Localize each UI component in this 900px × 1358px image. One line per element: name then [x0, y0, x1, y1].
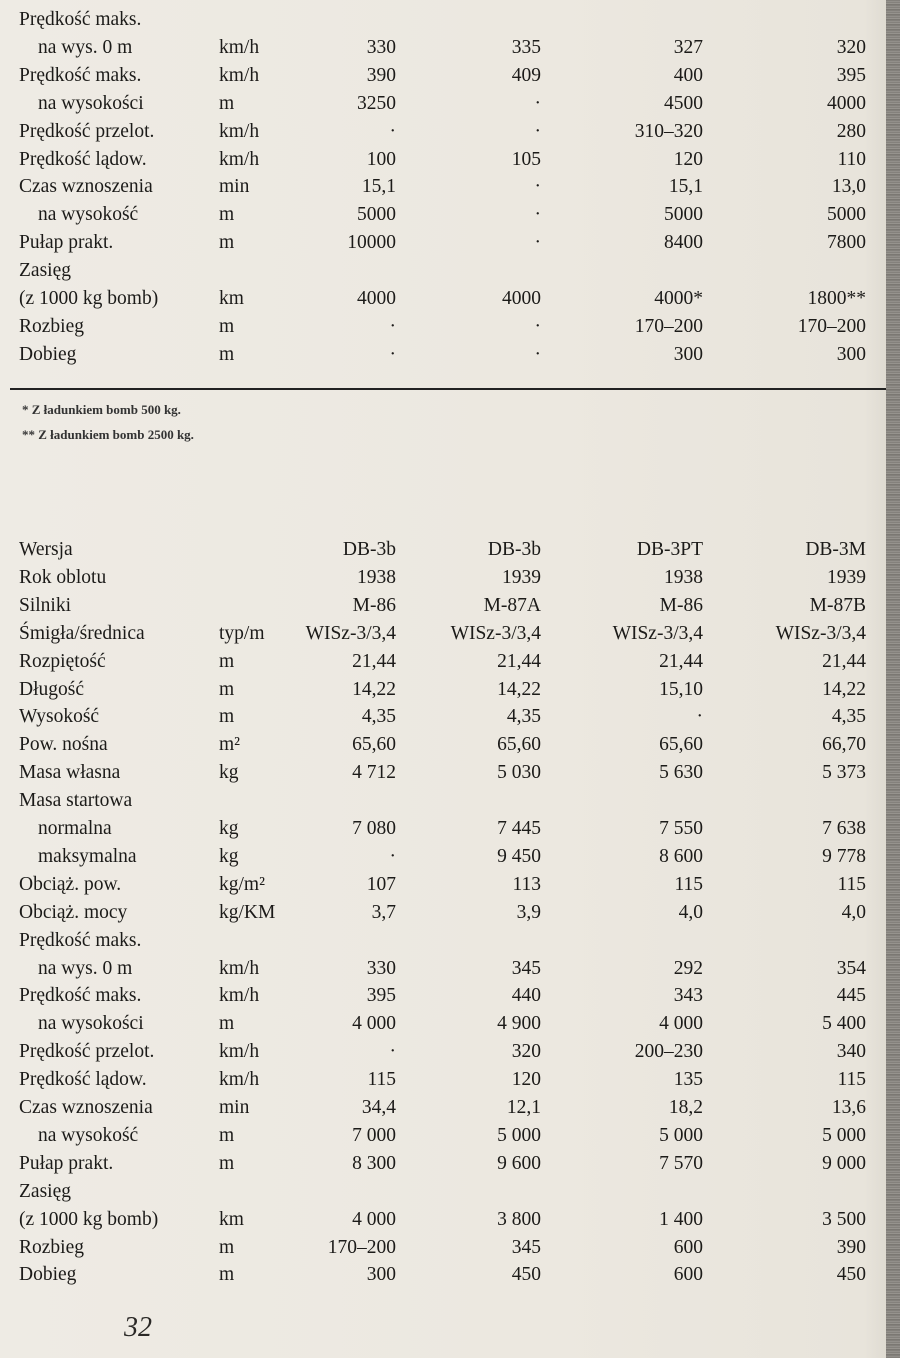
value-cell: 66,70 [822, 734, 866, 756]
value-cell: 3,7 [371, 901, 396, 923]
value-cell: 200–230 [634, 1041, 703, 1063]
row-unit: km/h [219, 148, 260, 170]
table-row [0, 201, 900, 229]
table-row [0, 173, 900, 201]
value-cell: 105 [511, 148, 541, 170]
table-row [0, 955, 900, 983]
value-cell: 4000 [502, 288, 541, 309]
value-cell: 120 [511, 1069, 541, 1091]
row-unit: m [219, 1264, 235, 1286]
value-cell: WISz-3/3,4 [612, 622, 703, 644]
value-cell: 5 000 [659, 1124, 703, 1146]
table-row [0, 34, 900, 62]
row-label: Prędkość maks. [19, 929, 142, 951]
value-cell: 330 [366, 36, 396, 58]
value-cell: 340 [836, 1041, 866, 1063]
value-cell: 5000 [827, 204, 866, 226]
value-cell: 13,6 [831, 1097, 866, 1118]
row-label: Czas wznoszenia [19, 176, 153, 198]
row-unit: km [219, 288, 244, 309]
value-cell: 450 [511, 1264, 541, 1286]
value-cell: 4 000 [352, 1013, 396, 1035]
row-unit: m [219, 204, 235, 226]
row-label: Prędkość maks. [19, 985, 142, 1007]
table-row [0, 536, 900, 564]
value-cell: 9 450 [497, 845, 541, 867]
row-unit: m [219, 678, 235, 700]
table-row [0, 787, 900, 815]
row-unit: kg [219, 818, 239, 839]
table-row [0, 285, 900, 313]
row-label: Zasięg [19, 1180, 71, 1202]
value-cell: · [534, 176, 541, 198]
row-unit: km/h [219, 957, 260, 979]
row-label: Pułap prakt. [19, 1152, 114, 1174]
row-label: na wysokości [38, 92, 144, 114]
row-unit: m [219, 1152, 235, 1174]
value-cell: 4000* [654, 288, 703, 309]
row-unit: km/h [219, 64, 260, 86]
table-row [0, 62, 900, 90]
table-row [0, 1261, 900, 1289]
value-cell: 4,0 [841, 901, 866, 923]
value-cell: 5 000 [497, 1124, 541, 1146]
row-unit: m [219, 1236, 235, 1258]
row-label: Silniki [19, 594, 72, 616]
table-row [0, 815, 900, 843]
row-label: Obciąż. mocy [19, 901, 128, 923]
row-label: Obciąż. pow. [19, 873, 122, 895]
table-row [0, 731, 900, 759]
row-label: Śmigła/średnica [19, 622, 145, 644]
value-cell: 4 000 [659, 1013, 703, 1035]
value-cell: · [534, 343, 541, 365]
row-unit: kg/KM [219, 901, 276, 923]
value-cell: 5 030 [497, 762, 541, 784]
row-unit: m [219, 92, 235, 114]
table-row [0, 899, 900, 927]
row-label: Prędkość maks. [19, 64, 142, 86]
value-cell: 115 [367, 1069, 396, 1091]
row-unit: min [219, 176, 250, 198]
value-cell: WISz-3/3,4 [305, 622, 396, 644]
value-cell: 400 [673, 64, 703, 86]
value-cell: 9 600 [497, 1152, 541, 1174]
value-cell: 440 [511, 985, 541, 1007]
value-cell: 5 373 [822, 762, 866, 784]
table-row [0, 703, 900, 731]
value-cell: DB-3b [342, 539, 396, 560]
value-cell: 292 [673, 957, 703, 979]
table-row [0, 1150, 900, 1178]
value-cell: 300 [836, 343, 866, 365]
row-label: Prędkość lądow. [19, 1069, 147, 1091]
row-label: Prędkość lądow. [19, 148, 147, 170]
value-cell: 120 [673, 148, 703, 170]
value-cell: 4000 [357, 288, 396, 309]
value-cell: 135 [673, 1069, 703, 1091]
page-number: 32 [124, 1312, 152, 1343]
value-cell: 4 000 [352, 1208, 396, 1230]
row-unit: m [219, 315, 235, 337]
value-cell: 8 600 [659, 845, 703, 867]
row-label: Pow. nośna [19, 734, 108, 756]
table-row [0, 927, 900, 955]
value-cell: 13,0 [831, 176, 866, 198]
value-cell: 1939 [827, 566, 866, 588]
value-cell: 4,0 [678, 901, 703, 923]
value-cell: 170–200 [634, 315, 703, 337]
value-cell: 14,22 [822, 678, 866, 700]
value-cell: 390 [366, 64, 396, 86]
value-cell: 7 445 [497, 818, 541, 839]
row-unit: km [219, 1208, 244, 1230]
value-cell: 18,2 [668, 1097, 703, 1118]
table-row [0, 229, 900, 257]
table-row [0, 6, 900, 34]
value-cell: 21,44 [352, 650, 396, 672]
row-unit: m [219, 1124, 235, 1146]
row-unit: km/h [219, 1069, 260, 1091]
row-unit: m [219, 650, 235, 672]
value-cell: 3 500 [822, 1208, 866, 1230]
table-row [0, 1010, 900, 1038]
value-cell: 390 [836, 1236, 866, 1258]
value-cell: · [389, 315, 396, 337]
table-divider [10, 388, 886, 390]
row-unit: km/h [219, 1041, 260, 1063]
table-row [0, 759, 900, 787]
value-cell: 300 [366, 1264, 396, 1286]
value-cell: 15,1 [668, 176, 703, 198]
value-cell: 115 [837, 873, 866, 895]
value-cell: 450 [836, 1264, 866, 1286]
table-row [0, 843, 900, 871]
row-label: Długość [19, 678, 84, 700]
value-cell: 445 [836, 985, 866, 1007]
value-cell: 320 [836, 36, 866, 58]
value-cell: 34,4 [361, 1097, 396, 1118]
value-cell: 7 570 [659, 1152, 703, 1174]
value-cell: 5 400 [822, 1013, 866, 1035]
value-cell: 345 [511, 957, 541, 979]
row-label: Dobieg [19, 343, 77, 365]
row-label: na wys. 0 m [38, 36, 133, 58]
value-cell: 1939 [502, 566, 541, 588]
row-unit: kg [219, 845, 239, 867]
value-cell: · [389, 343, 396, 365]
value-cell: DB-3b [487, 539, 541, 560]
value-cell: 395 [836, 64, 866, 86]
table-row [0, 1206, 900, 1234]
value-cell: 345 [511, 1236, 541, 1258]
value-cell: 14,22 [497, 678, 541, 700]
value-cell: · [696, 706, 703, 728]
value-cell: M-87B [809, 594, 866, 616]
value-cell: 4,35 [506, 706, 541, 728]
value-cell: 10000 [347, 232, 396, 254]
row-unit: m [219, 232, 235, 254]
row-label: Rozpiętość [19, 650, 106, 672]
table-row [0, 1178, 900, 1206]
table-row [0, 564, 900, 592]
table-row [0, 982, 900, 1010]
row-label: Wysokość [19, 706, 100, 728]
row-unit: kg/m² [219, 873, 265, 895]
value-cell: 4000 [827, 92, 866, 114]
value-cell: 113 [512, 873, 541, 895]
table-row [0, 118, 900, 146]
value-cell: 327 [673, 36, 703, 58]
table-row [0, 1066, 900, 1094]
value-cell: 280 [836, 120, 866, 142]
value-cell: M-87A [483, 594, 541, 616]
table-row [0, 648, 900, 676]
value-cell: 14,22 [352, 678, 396, 700]
value-cell: · [389, 120, 396, 142]
value-cell: 3 800 [497, 1208, 541, 1230]
row-label: Rozbieg [19, 1236, 84, 1258]
value-cell: DB-3M [805, 539, 866, 560]
row-label: Masa własna [19, 762, 121, 784]
value-cell: M-86 [659, 594, 703, 616]
table-row [0, 1234, 900, 1262]
value-cell: 3250 [357, 92, 396, 114]
value-cell: 600 [673, 1236, 703, 1258]
table-row [0, 257, 900, 285]
footnote-2: ** Z ładunkiem bomb 2500 kg. [22, 427, 194, 442]
row-unit: kg [219, 762, 239, 784]
row-unit: min [219, 1097, 250, 1118]
value-cell: 15,1 [361, 176, 396, 198]
value-cell: · [389, 845, 396, 867]
value-cell: 335 [511, 36, 541, 58]
value-cell: DB-3PT [636, 539, 703, 560]
value-cell: 310–320 [634, 120, 703, 142]
row-unit: m [219, 1013, 235, 1035]
value-cell: 409 [511, 64, 541, 86]
value-cell: 1800** [807, 288, 866, 309]
value-cell: WISz-3/3,4 [450, 622, 541, 644]
value-cell: 395 [366, 985, 396, 1007]
value-cell: 3,9 [516, 901, 541, 923]
value-cell: · [534, 120, 541, 142]
value-cell: 9 000 [822, 1152, 866, 1174]
value-cell: 21,44 [497, 650, 541, 672]
value-cell: 5 630 [659, 762, 703, 784]
value-cell: 4,35 [831, 706, 866, 728]
value-cell: 4,35 [361, 706, 396, 728]
table-row [0, 90, 900, 118]
value-cell: 1938 [357, 566, 396, 588]
value-cell: 7 550 [659, 818, 703, 839]
row-unit: m [219, 706, 235, 728]
value-cell: 1 400 [659, 1208, 703, 1230]
row-label: maksymalna [38, 845, 137, 867]
row-label: Zasięg [19, 260, 71, 282]
row-label: (z 1000 kg bomb) [19, 1208, 159, 1230]
row-label: Dobieg [19, 1264, 77, 1286]
value-cell: 170–200 [797, 315, 866, 337]
value-cell: 107 [366, 873, 396, 895]
row-label: na wysokości [38, 1013, 144, 1035]
value-cell: 7 080 [352, 818, 396, 839]
value-cell: 8 300 [352, 1152, 396, 1174]
row-label: normalna [38, 818, 112, 839]
table-row [0, 1094, 900, 1122]
row-label: Rok oblotu [19, 566, 107, 588]
row-label: na wysokość [38, 204, 139, 226]
table-row [0, 592, 900, 620]
value-cell: · [534, 232, 541, 254]
table-row [0, 1038, 900, 1066]
row-unit: km/h [219, 36, 260, 58]
table-row [0, 676, 900, 704]
value-cell: M-86 [352, 594, 396, 616]
value-cell: 8400 [664, 232, 703, 254]
value-cell: 115 [674, 873, 703, 895]
value-cell: 170–200 [327, 1236, 396, 1258]
value-cell: 9 778 [822, 845, 866, 867]
value-cell: 300 [673, 343, 703, 365]
row-label: Prędkość przelot. [19, 1041, 155, 1063]
value-cell: 4 900 [497, 1013, 541, 1035]
row-label: Czas wznoszenia [19, 1097, 153, 1118]
row-label: Pułap prakt. [19, 232, 114, 254]
value-cell: 5000 [357, 204, 396, 226]
value-cell: · [389, 1041, 396, 1063]
row-label: na wys. 0 m [38, 957, 133, 979]
value-cell: 343 [673, 985, 703, 1007]
row-unit: m [219, 343, 235, 365]
footnote-1: * Z ładunkiem bomb 500 kg. [22, 402, 181, 417]
value-cell: 4 712 [352, 762, 396, 784]
row-unit: km/h [219, 985, 260, 1007]
row-label: na wysokość [38, 1124, 139, 1146]
row-unit: typ/m [219, 622, 265, 644]
row-label: (z 1000 kg bomb) [19, 288, 159, 309]
value-cell: 330 [366, 957, 396, 979]
value-cell: 115 [837, 1069, 866, 1091]
row-label: Masa startowa [19, 790, 133, 812]
value-cell: · [534, 315, 541, 337]
table-row [0, 146, 900, 174]
table-row [0, 620, 900, 648]
row-label: Wersja [19, 539, 73, 560]
value-cell: 110 [837, 148, 866, 170]
row-label: Prędkość maks. [19, 9, 142, 30]
value-cell: · [534, 204, 541, 226]
table-row [0, 871, 900, 899]
value-cell: 4500 [664, 92, 703, 114]
row-unit: km/h [219, 120, 260, 142]
value-cell: 65,60 [497, 734, 541, 756]
value-cell: 354 [836, 957, 866, 979]
value-cell: 7800 [827, 232, 866, 254]
value-cell: WISz-3/3,4 [775, 622, 866, 644]
row-label: Rozbieg [19, 315, 84, 337]
value-cell: 7 000 [352, 1124, 396, 1146]
value-cell: · [534, 92, 541, 114]
value-cell: 5000 [664, 204, 703, 226]
table-row [0, 313, 900, 341]
value-cell: 7 638 [822, 818, 866, 839]
value-cell: 15,10 [659, 678, 703, 700]
value-cell: 100 [366, 148, 396, 170]
table-row [0, 1122, 900, 1150]
value-cell: 1938 [664, 566, 703, 588]
table-row [0, 341, 900, 369]
value-cell: 600 [673, 1264, 703, 1286]
value-cell: 320 [511, 1041, 541, 1063]
row-unit: m² [219, 734, 241, 756]
value-cell: 21,44 [822, 650, 866, 672]
value-cell: 12,1 [506, 1097, 541, 1118]
value-cell: 21,44 [659, 650, 703, 672]
row-label: Prędkość przelot. [19, 120, 155, 142]
value-cell: 65,60 [659, 734, 703, 756]
value-cell: 5 000 [822, 1124, 866, 1146]
value-cell: 65,60 [352, 734, 396, 756]
